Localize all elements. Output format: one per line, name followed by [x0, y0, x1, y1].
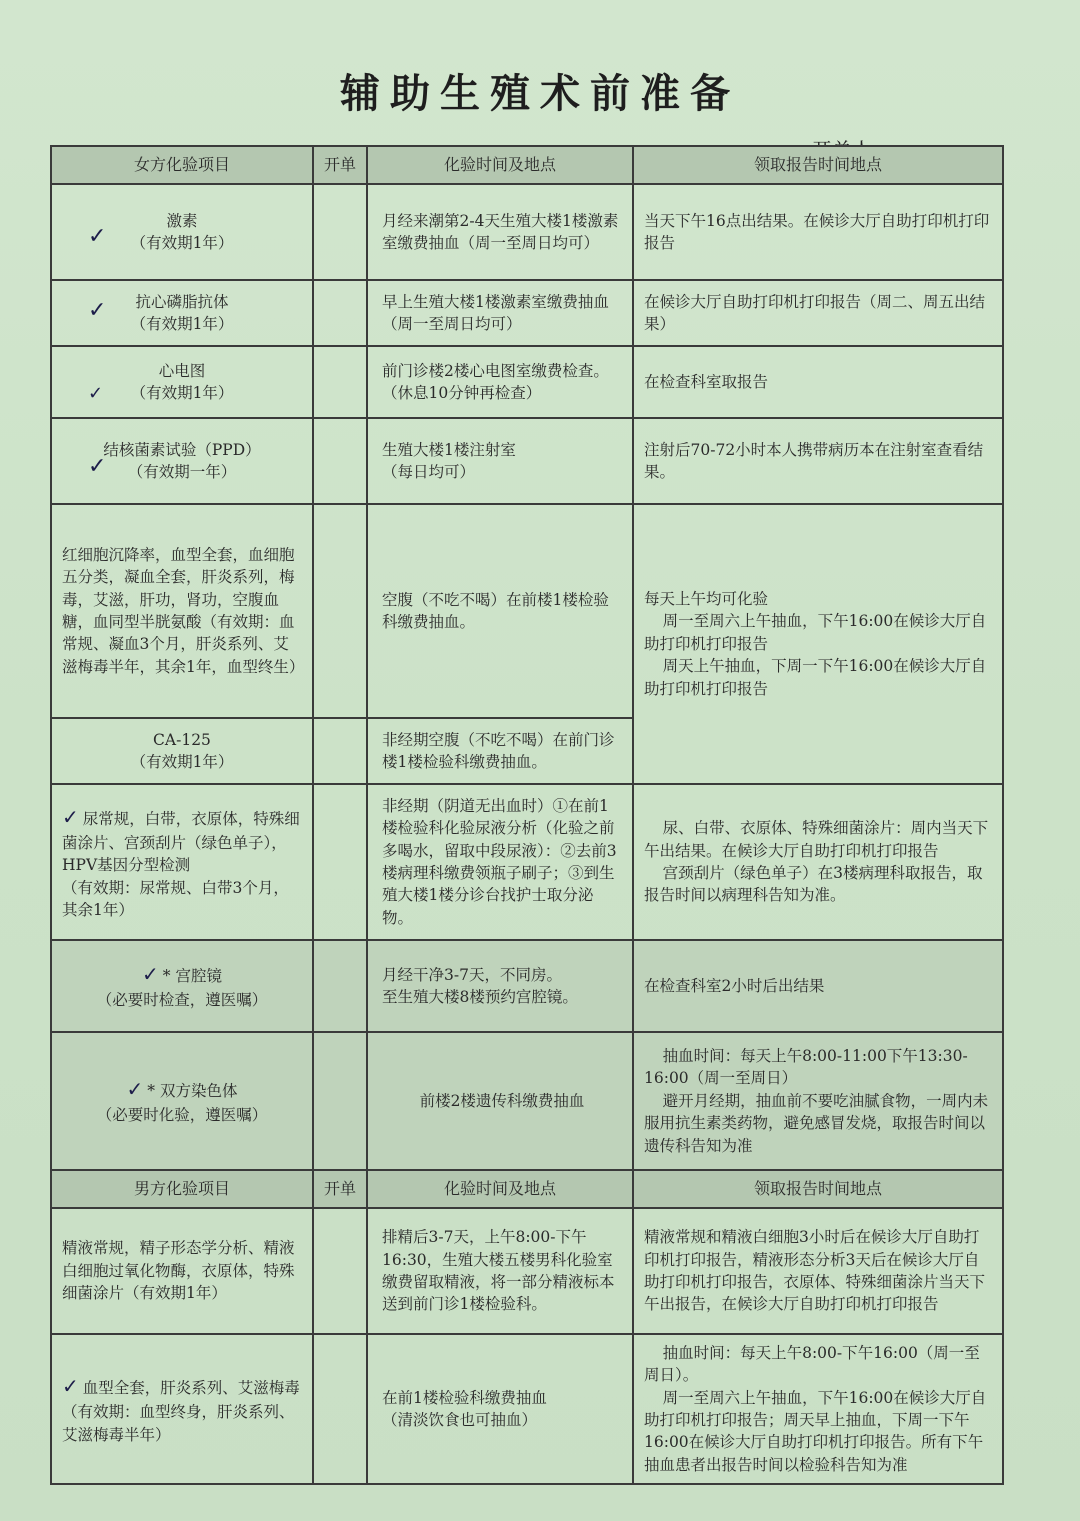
order-cell: [313, 1208, 367, 1334]
header-time-place: 化验时间及地点: [367, 146, 633, 184]
item-name: * 双方染色体: [147, 1082, 238, 1101]
item-name: 抗心磷脂抗体: [135, 292, 229, 311]
table-row: [51, 184, 1003, 280]
item-validity: （有效期一年）: [127, 463, 237, 481]
time-place-cell: [367, 1334, 633, 1484]
time-place-cell: 早上生殖大楼1楼激素室缴费抽血（周一至周日均可）: [367, 280, 633, 346]
item-validity: （有效期1年）: [130, 753, 234, 771]
item-cell: [51, 784, 313, 940]
checkmark-icon: ✓: [142, 962, 159, 987]
item-validity: （有效期1年）: [130, 315, 234, 333]
item-name: 激素: [166, 211, 198, 230]
time-place-cell: 月经来潮第2-4天生殖大楼1楼激素室缴费抽血（周一至周日均可）: [367, 184, 633, 280]
item-cell: [51, 346, 313, 418]
report-cell: [633, 1334, 1003, 1484]
report-line: 尿、白带、衣原体、特殊细菌涂片：周内当天下午出结果。在候诊大厅自助打印机打印报告: [644, 819, 989, 860]
header-order: 开单: [313, 1170, 367, 1208]
table-row: [51, 1208, 1003, 1334]
table-row: [51, 280, 1003, 346]
male-header-row: [51, 1170, 1003, 1208]
header-time-place: 化验时间及地点: [367, 1170, 633, 1208]
order-cell: [313, 280, 367, 346]
report-line: 周天上午抽血，下周一下午16:00在候诊大厅自助打印机打印报告: [644, 657, 987, 698]
time-place-line: （每日均可）: [382, 463, 476, 481]
order-cell: [313, 504, 367, 718]
report-line: 周一至周六上午抽血，下午16:00在候诊大厅自助打印机打印报告；周天早上抽血，下周一下午16:00在候诊大厅自助打印机打印报告。所有下午抽血患者出报告时间以检验科告知为准: [644, 1388, 987, 1474]
order-cell: [313, 1032, 367, 1170]
order-cell: [313, 184, 367, 280]
header-female-items: 女方化验项目: [51, 146, 313, 184]
table-row: [51, 784, 1003, 940]
female-header-row: [51, 146, 1003, 184]
report-line: 宫颈刮片（绿色单子）在3楼病理科取报告，取报告时间以病理科告知为准。: [644, 864, 983, 905]
item-cell: [51, 940, 313, 1032]
order-cell: [313, 418, 367, 504]
time-place-line: 月经干净3-7天，不同房。: [382, 965, 562, 984]
report-cell: 在候诊大厅自助打印机打印报告（周二、周五出结果）: [633, 280, 1003, 346]
checkmark-icon: ✓: [88, 383, 104, 404]
report-line: 抽血时间：每天上午8:00-下午16:00（周一至周日）。: [644, 1343, 980, 1385]
time-place-line: （清淡饮食也可抽血）: [382, 1411, 538, 1429]
header-order: 开单: [313, 146, 367, 184]
table-row: [51, 418, 1003, 504]
report-line: 周一至周六上午抽血，下午16:00在候诊大厅自助打印机打印报告: [644, 612, 987, 653]
order-cell: [313, 940, 367, 1032]
preparation-table: [50, 145, 1004, 1485]
time-place-cell: 前门诊楼2楼心电图室缴费检查。（休息10分钟再检查）: [367, 346, 633, 418]
report-cell: 精液常规和精液白细胞3小时后在候诊大厅自助打印机打印报告，精液形态分析3天后在候诊大厅自助打印机打印报告，衣原体、特殊细菌涂片当天下午出报告，在候诊大厅自助打印机打印报告: [633, 1208, 1003, 1334]
report-line: 每天上午均可化验: [644, 589, 769, 608]
checkmark-icon: ✓: [88, 298, 107, 323]
time-place-cell: [367, 940, 633, 1032]
item-cell: [51, 184, 313, 280]
item-cell: [51, 280, 313, 346]
report-cell: 注射后70-72小时本人携带病历本在注射室查看结果。: [633, 418, 1003, 504]
item-cell: [51, 718, 313, 784]
order-cell: [313, 1334, 367, 1484]
order-cell: [313, 784, 367, 940]
item-name: 结核菌素试验（PPD）: [103, 440, 261, 459]
report-line: 避开月经期，抽血前不要吃油腻食物，一周内未服用抗生素类药物，避免感冒发烧，取报告时间以遗传科告知为准: [644, 1091, 989, 1155]
item-validity: （有效期：尿常规、白带3个月，其余1年）: [62, 878, 289, 919]
time-place-line: 在前1楼检验科缴费抽血: [382, 1388, 547, 1407]
report-cell: 在检查科室取报告: [633, 346, 1003, 418]
checkmark-icon: ✓: [88, 224, 107, 249]
time-place-cell: 前楼2楼遗传科缴费抽血: [367, 1032, 633, 1170]
item-cell: [51, 418, 313, 504]
checkmark-icon: ✓: [88, 454, 107, 479]
time-place-cell: 非经期（阴道无出血时）①在前1楼检验科化验尿液分析（化验之前多喝水，留取中段尿液）：②去前3楼病理科缴费领瓶子刷子；③到生殖大楼1楼分诊台找护士取分泌物。: [367, 784, 633, 940]
report-cell: 在检查科室2小时后出结果: [633, 940, 1003, 1032]
table-row: [51, 504, 1003, 718]
report-cell: 当天下午16点出结果。在候诊大厅自助打印机打印报告: [633, 184, 1003, 280]
checkmark-icon: ✓: [62, 804, 79, 829]
time-place-cell: 排精后3-7天，上午8:00-下午16:30，生殖大楼五楼男科化验室缴费留取精液，将一部分精液标本送到前门诊1楼检验科。: [367, 1208, 633, 1334]
report-line: 抽血时间：每天上午8:00-11:00下午13:30-16:00（周一至周日）: [644, 1046, 968, 1088]
table-row: [51, 1032, 1003, 1170]
header-report: 领取报告时间地点: [633, 146, 1003, 184]
item-validity: （有效期1年）: [130, 384, 234, 402]
time-place-line: 至生殖大楼8楼预约宫腔镜。: [382, 988, 578, 1006]
table-row: [51, 346, 1003, 418]
item-validity: （必要时化验，遵医嘱）: [96, 1106, 268, 1125]
order-cell: [313, 718, 367, 784]
time-place-cell: 非经期空腹（不吃不喝）在前门诊楼1楼检验科缴费抽血。: [367, 718, 633, 784]
item-name-wrap: [62, 1075, 302, 1104]
item-name: 尿常规，白带，衣原体，特殊细菌涂片、宫颈刮片（绿色单子），HPV基因分型检测: [62, 809, 300, 875]
document-title: 辅助生殖术前准备: [340, 70, 740, 117]
table-row: [51, 1334, 1003, 1484]
item-cell: [51, 1334, 313, 1484]
checkmark-icon: ✓: [62, 1374, 79, 1399]
time-place-cell: 空腹（不吃不喝）在前楼1楼检验科缴费抽血。: [367, 504, 633, 718]
item-name: * 宫腔镜: [162, 967, 222, 986]
item-validity: （必要时检查，遵医嘱）: [96, 991, 268, 1010]
report-cell: [633, 784, 1003, 940]
item-name: CA-125: [153, 730, 211, 749]
header-male-items: 男方化验项目: [51, 1170, 313, 1208]
checkmark-icon: ✓: [126, 1077, 144, 1102]
table-row: [51, 940, 1003, 1032]
order-cell: [313, 346, 367, 418]
item-name-wrap: [62, 960, 302, 989]
item-name: 心电图: [158, 361, 206, 380]
report-cell: [633, 1032, 1003, 1170]
time-place-cell: [367, 418, 633, 504]
item-validity: （有效期1年）: [130, 234, 234, 252]
item-cell: [51, 1032, 313, 1170]
time-place-line: 生殖大楼1楼注射室: [382, 440, 516, 459]
item-cell: 红细胞沉降率，血型全套，血细胞五分类，凝血全套，肝炎系列，梅毒，艾滋，肝功，肾功，空腹血糖，血同型半胱氨酸（有效期：血常规、凝血3个月，肝炎系列、艾滋梅毒半年，其余1年，血型终生）: [51, 504, 313, 718]
header-report: 领取报告时间地点: [633, 1170, 1003, 1208]
item-cell: 精液常规，精子形态学分析、精液白细胞过氧化物酶，衣原体，特殊细菌涂片（有效期1年）: [51, 1208, 313, 1334]
item-name: 血型全套，肝炎系列、艾滋梅毒（有效期：血型终身，肝炎系列、艾滋梅毒半年）: [62, 1379, 300, 1444]
report-cell: [633, 504, 1003, 784]
